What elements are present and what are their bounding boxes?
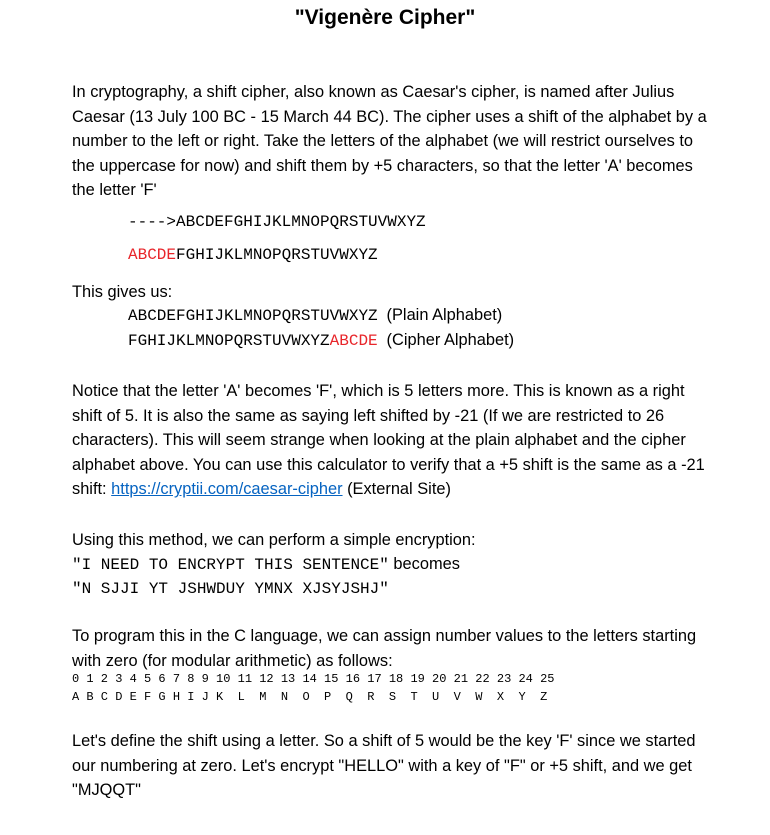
- using-method-text: Using this method, we can perform a simple encryption:: [72, 531, 476, 549]
- shifted-rest-letters: FGHIJKLMNOPQRSTUVWXYZ: [176, 246, 378, 264]
- shifted-red-letters: ABCDE: [128, 246, 177, 264]
- plain-alphabet: ABCDEFGHIJKLMNOPQRSTUVWXYZ: [128, 307, 378, 325]
- notice-paragraph: [72, 379, 712, 502]
- plaintext-line: [72, 552, 712, 578]
- cipher-alphabet-row: [128, 331, 514, 350]
- ciphertext-sentence: "N SJJI YT JSHWDUY YMNX XJSYJSHJ": [72, 580, 389, 598]
- define-shift-paragraph: Let's define the shift using a letter. So a shift of 5 would be the key 'F' since we started our numbering at zero. Let's encrypt "HELLO" with a key of "F" or +5 shift, and we get "MJQQT": [72, 732, 696, 800]
- cipher-alphabet-main: FGHIJKLMNOPQRSTUVWXYZ: [128, 332, 330, 350]
- notice-text: Notice that the letter 'A' becomes 'F', which is 5 letters more. This is known as a right shift of 5. It is also the same as saying left shifted by -21 (If we are restricted to 26 characters). This will seem strange when looking at the plain alphabet and the cipher alphabet above. You can use this calculator to verify that a +5 shift is the same as a -21 shift:: [72, 382, 705, 499]
- gives-us-label: This gives us:: [72, 283, 173, 301]
- arrow-alphabet-line: ---->ABCDEFGHIJKLMNOPQRSTUVWXYZ: [128, 213, 426, 231]
- intro-paragraph: In cryptography, a shift cipher, also known as Caesar's cipher, is named after Julius Caesar (13 July 100 BC - 15 March 44 BC). The cipher uses a shift of the alphabet by a number to the left or right. Take the letters of the alphabet (we will restrict ourselves to the uppercase for now) and shift them by +5 characters, so that the letter 'A' becomes the letter 'F': [72, 83, 707, 200]
- page-title: "Vigenère Cipher": [294, 6, 476, 29]
- shifted-alphabet-line: [128, 246, 378, 264]
- plain-alphabet-row: [128, 306, 502, 325]
- cipher-alphabet-red: ABCDE: [329, 332, 378, 350]
- ciphertext-line: [72, 576, 712, 602]
- cryptii-link[interactable]: https://cryptii.com/caesar-cipher: [111, 480, 343, 499]
- link-suffix: (External Site): [342, 480, 451, 499]
- cipher-alphabet-label: (Cipher Alphabet): [386, 331, 515, 349]
- c-language-paragraph: To program this in the C language, we can assign number values to the letters starting with zero (for modular arithmetic) as follows:: [72, 627, 697, 670]
- number-values-row: 0 1 2 3 4 5 6 7 8 9 10 11 12 13 14 15 16 17 18 19 20 21 22 23 24 25: [72, 672, 555, 686]
- plain-alphabet-label: (Plain Alphabet): [386, 306, 503, 324]
- letter-values-row: A B C D E F G H I J K L M N O P Q R S T U V W X Y Z: [72, 690, 548, 704]
- becomes-word: becomes: [388, 555, 460, 573]
- plaintext-sentence: "I NEED TO ENCRYPT THIS SENTENCE": [72, 556, 389, 574]
